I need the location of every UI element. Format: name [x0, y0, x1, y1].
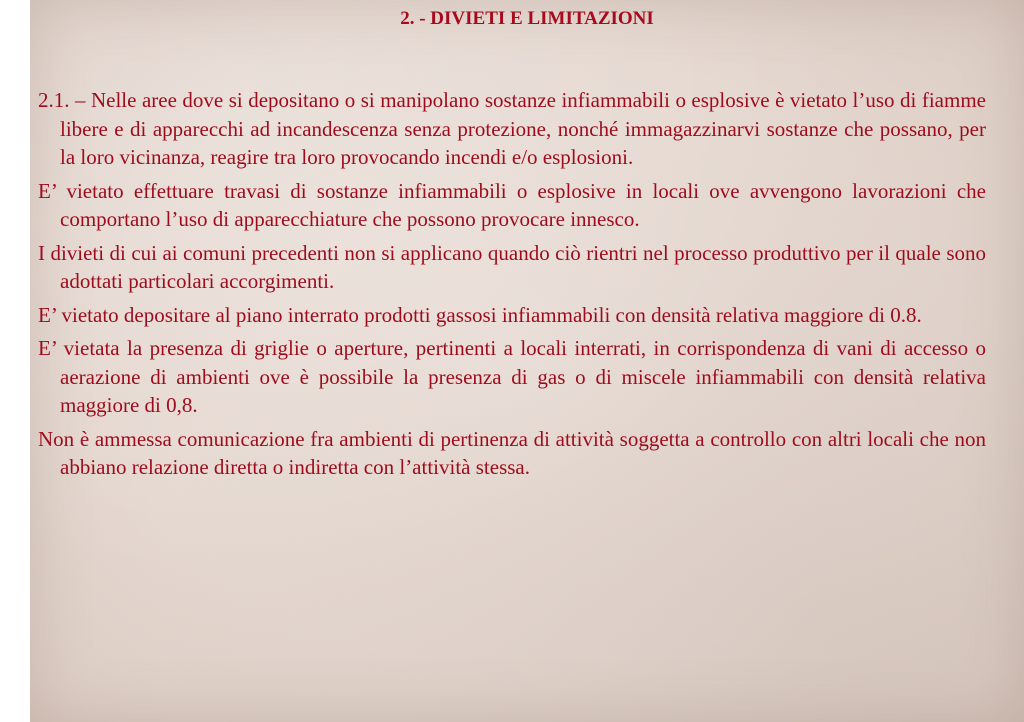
paragraph-divieti: I divieti di cui ai comuni precedenti non si applicano quando ciò rientri nel processo produttivo per il quale sono adottati particolari accorgimenti.: [38, 240, 986, 293]
paragraph-piano-interrato: E’ vietato depositare al piano interrato prodotti gassosi infiammabili con densità relativa maggiore di 0.8.: [38, 302, 922, 327]
page-title: 2. - DIVIETI E LIMITAZIONI: [400, 8, 654, 29]
paragraph-2-1: 2.1. – Nelle aree dove si depositano o si manipolano sostanze infiammabili o esplosive è vietato l’uso di fiamme libere e di apparecchi ad incandescenza senza protezione, nonché immagazzinarvi sostanze che possano, per la loro vicinanza, reagire tra loro provocando incendi e/o esplosioni.: [38, 88, 986, 169]
document-page: [30, 0, 1024, 722]
paragraph-comunicazione: Non è ammessa comunicazione fra ambienti di pertinenza di attività soggetta a controllo con altri locali che non abbiano relazione diretta o indiretta con l’attività stessa.: [38, 426, 986, 479]
document-body: [38, 86, 986, 487]
paragraph-griglie: E’ vietata la presenza di griglie o aperture, pertinenti a locali interrati, in corrispondenza di vani di accesso o aerazione di ambienti ove è possibile la presenza di gas o di miscele infiammabili con densità relativa maggiore di 0,8.: [38, 336, 986, 417]
paragraph-travasi: E’ vietato effettuare travasi di sostanze infiammabili o esplosive in locali ove avvengono lavorazioni che comportano l’uso di apparecchiature che possono provocare innesco.: [38, 178, 986, 231]
